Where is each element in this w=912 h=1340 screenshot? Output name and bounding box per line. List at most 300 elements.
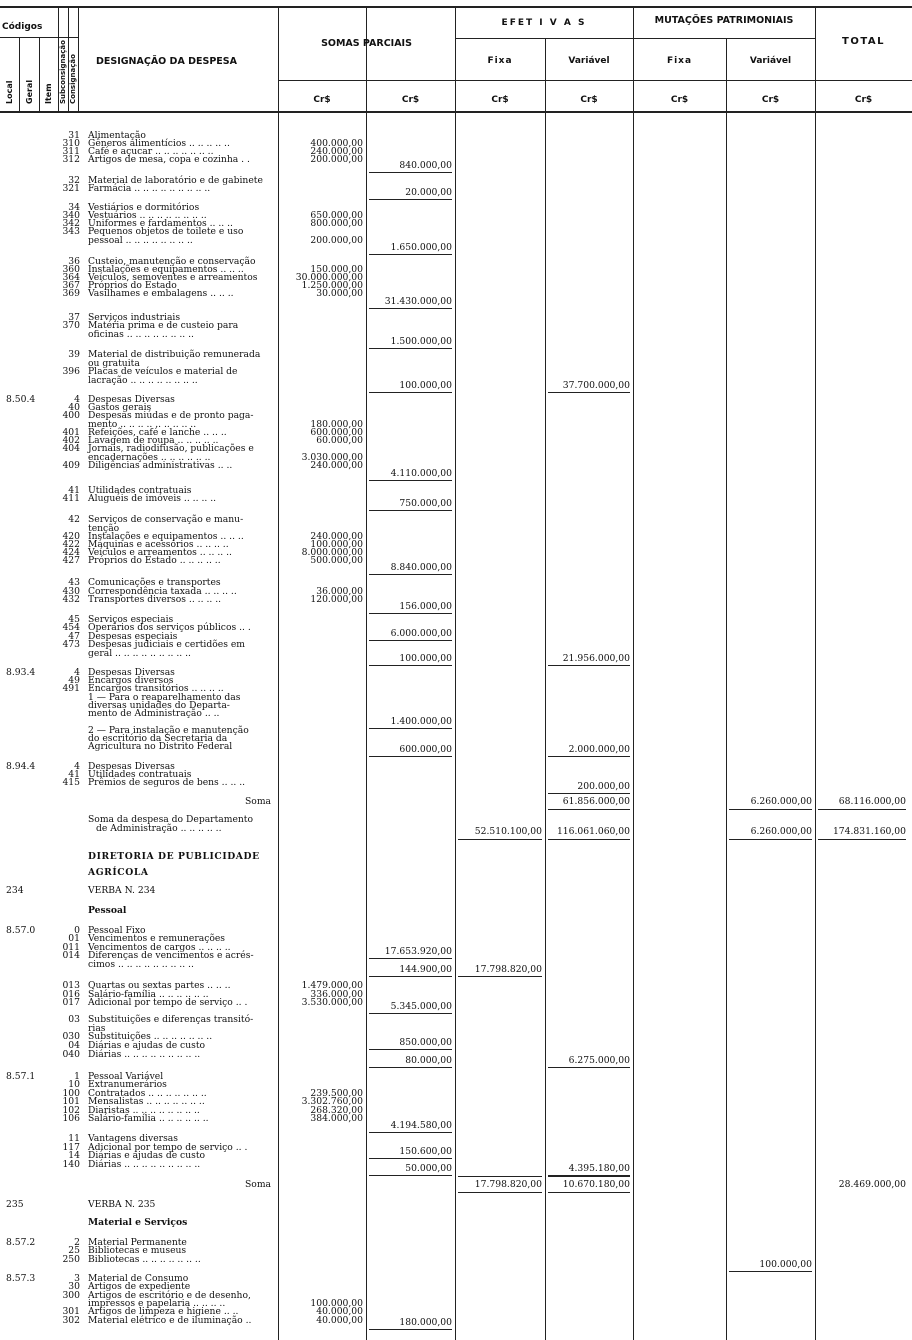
- row-description: impressos e papelaria .. .. .. ..: [88, 1298, 226, 1309]
- row-value-c3: 17.798.820,00: [474, 964, 542, 975]
- row-description: Material de Consumo: [88, 1273, 189, 1284]
- row-description: Diaristas .. .. .. .. .. .. .. ..: [88, 1105, 200, 1116]
- row-local-code: 8.57.1: [6, 1071, 36, 1082]
- row-description: Vestuários .. .. .. .. .. .. .. ..: [88, 210, 207, 221]
- designacao-heading: DESIGNAÇÃO DA DESPESA: [96, 56, 237, 67]
- value-underline: [369, 1049, 452, 1050]
- row-description: Operários dos serviços públicos .. .: [88, 622, 251, 633]
- verba-235-subtitle: Material e Serviços: [88, 1217, 188, 1228]
- row-description: 1 — Para o reaparelhamento das: [88, 692, 241, 703]
- value-underline: [548, 1175, 630, 1176]
- group-rule: [455, 38, 815, 39]
- row-code: 369: [62, 288, 80, 299]
- row-description: Extranumerários: [88, 1079, 167, 1090]
- row-description: Alimentação: [88, 130, 146, 141]
- row-value-c1: 40.000,00: [316, 1315, 363, 1326]
- row-code: 30: [68, 1281, 80, 1292]
- row-code: 0: [74, 925, 80, 936]
- currency-label: Cr$: [401, 95, 420, 105]
- value-underline: [369, 1175, 452, 1176]
- row-code: 310: [62, 138, 80, 149]
- row-code: 4: [74, 761, 80, 772]
- row-value-c1: 100.000,00: [310, 1298, 363, 1309]
- row-description: Vantagens diversas: [88, 1133, 178, 1144]
- soma-total: 68.116.000,00: [838, 796, 906, 807]
- row-code: 25: [68, 1245, 80, 1256]
- row-code: 312: [62, 154, 80, 165]
- value-underline: [369, 392, 452, 393]
- mutacoes-heading: MUTAÇÕES PATRIMONIAIS: [654, 15, 794, 26]
- row-code: 302: [62, 1315, 80, 1326]
- row-code: 422: [62, 539, 80, 550]
- row-code: 2: [74, 1237, 80, 1248]
- row-code: 411: [62, 493, 80, 504]
- verba-235-code: 235: [6, 1199, 24, 1210]
- row-description: Serviços de conservação e manu-: [88, 514, 244, 525]
- efetivas-heading: EFET I V A S: [501, 18, 587, 28]
- row-value-c2: 150.600,00: [399, 1146, 452, 1157]
- row-description: Material de distribuição remunerada: [88, 349, 261, 360]
- dept-total-efetivas-fixa: 52.510.100,00: [474, 826, 542, 837]
- value-underline: [369, 976, 452, 977]
- row-value-c1: 268.320,00: [310, 1105, 363, 1116]
- row-value-c2: 4.110.000,00: [390, 468, 452, 479]
- row-code: 49: [68, 675, 80, 686]
- soma-underline: [729, 809, 812, 810]
- row-description: mento .. .. .. .. .. .. .. .. ..: [88, 419, 197, 430]
- row-description: Artigos de limpeza e higiene .. ..: [88, 1306, 239, 1317]
- row-description: Diárias .. .. .. .. .. .. .. .. ..: [88, 1049, 201, 1060]
- column-divider: [278, 6, 279, 1340]
- row-value-c4: 200.000,00: [577, 781, 630, 792]
- soma-underline: [548, 809, 630, 810]
- mutacoes-fixa-heading: Fixa: [666, 56, 693, 66]
- row-description: Adicional por tempo de serviço .. .: [88, 1142, 248, 1153]
- row-description: lacração .. .. .. .. .. .. .. ..: [88, 375, 198, 386]
- row-description: Bibliotecas e museus: [88, 1245, 187, 1256]
- verba-234-code: 234: [6, 885, 24, 896]
- directorate-title-line2: AGRÍCOLA: [88, 867, 149, 878]
- value-underline: [369, 308, 452, 309]
- row-value-c1: 30.000.000,00: [295, 272, 363, 283]
- row-description: Vencimentos de cargos .. .. .. ..: [88, 942, 231, 953]
- header-bottom-rule: [0, 111, 912, 113]
- value-underline: [369, 510, 452, 511]
- dept-total-total: 174.831.160,00: [832, 826, 906, 837]
- row-value-c2: 750.000,00: [399, 498, 452, 509]
- row-code: 41: [68, 769, 80, 780]
- row-value-c1: 400.000,00: [310, 138, 363, 149]
- row-value-c1: 1.250.000,00: [301, 280, 363, 291]
- row-code: 04: [68, 1040, 80, 1051]
- row-code: 396: [62, 366, 80, 377]
- row-description: Matéria prima e de custeio para: [88, 320, 239, 331]
- currency-label: Cr$: [580, 95, 598, 105]
- row-description: encadernações .. .. .. .. .. ..: [88, 452, 211, 463]
- row-value-c2: 50.000,00: [405, 1163, 452, 1174]
- row-value-c6: 100.000,00: [759, 1259, 812, 1270]
- row-description: ou gratuita: [88, 358, 140, 369]
- value-underline: [548, 665, 630, 666]
- consignacao-heading: Consignação: [69, 54, 77, 104]
- row-code: 3: [74, 1273, 80, 1284]
- row-code: 030: [62, 1031, 80, 1042]
- row-description: rias: [88, 1023, 106, 1034]
- value-underline: [369, 958, 452, 959]
- soma-efetivas-variavel: 61.856.000,00: [562, 796, 630, 807]
- row-description: Próprios do Estado: [88, 280, 177, 291]
- row-code: 400: [62, 410, 80, 421]
- row-description: Máquinas e acessórios .. .. .. ..: [88, 539, 229, 550]
- value-underline: [369, 1013, 452, 1014]
- row-description: Salário-família .. .. .. .. .. ..: [88, 1113, 209, 1124]
- row-code: 11: [68, 1133, 80, 1144]
- row-description: oficinas .. .. .. .. .. .. .. ..: [88, 329, 194, 340]
- row-description: tenção: [88, 523, 120, 534]
- row-code: 321: [62, 183, 80, 194]
- row-value-c2: 4.194.580,00: [390, 1120, 452, 1131]
- row-description: Encargos transitórios .. .. .. ..: [88, 683, 224, 694]
- row-code: 402: [62, 435, 80, 446]
- row-code: 36: [68, 256, 80, 267]
- row-code: 41: [68, 485, 80, 496]
- currency-label: Cr$: [670, 95, 689, 105]
- currency-label: Cr$: [761, 95, 780, 105]
- efetivas-variavel-heading: Variável: [568, 56, 610, 66]
- row-value-c4: 2.000.000,00: [568, 744, 630, 755]
- row-code: 140: [62, 1159, 80, 1170]
- row-code: 011: [62, 942, 80, 953]
- row-description: Vestiários e dormitórios: [88, 202, 200, 213]
- row-description: Artigos de expediente: [88, 1281, 191, 1292]
- row-description: Veículos e arreamentos .. .. .. ..: [88, 547, 232, 558]
- row-description: geral .. .. .. .. .. .. .. .. ..: [88, 648, 191, 659]
- value-underline: [369, 199, 452, 200]
- row-code: 106: [62, 1113, 80, 1124]
- row-local-code: 8.94.4: [6, 761, 36, 772]
- row-value-c2: 1.400.000,00: [390, 716, 452, 727]
- row-code: 311: [62, 146, 80, 157]
- value-underline: [729, 1271, 812, 1272]
- row-description: Uniformes e fardamentos .. .. ..: [88, 218, 233, 229]
- row-description: Custeio, manutenção e conservação: [88, 256, 256, 267]
- row-code: 364: [62, 272, 80, 283]
- row-value-c1: 40.000,00: [316, 1306, 363, 1317]
- currency-label: Cr$: [491, 95, 509, 105]
- mutacoes-variavel-heading: Variável: [749, 56, 792, 66]
- row-value-c1: 239.500,00: [310, 1088, 363, 1099]
- row-description: Quartas ou sextas partes .. .. ..: [88, 980, 231, 991]
- row-value-c1: 100.000,00: [310, 539, 363, 550]
- row-description: Utilidades contratuais: [88, 485, 192, 496]
- row-code: 454: [62, 622, 80, 633]
- row-value-c2: 100.000,00: [399, 653, 452, 664]
- row-description: Instalações e equipamentos .. .. ..: [88, 531, 244, 542]
- row-description: Mensalistas .. .. .. .. .. .. ..: [88, 1096, 205, 1107]
- row-description: Diferenças de vencimentos e acrés-: [88, 950, 254, 961]
- code-divider: [19, 38, 20, 112]
- row-value-c1: 36.000,00: [316, 586, 363, 597]
- value-underline: [369, 665, 452, 666]
- row-description: Adicional por tempo de serviço .. .: [88, 997, 248, 1008]
- row-code: 4: [74, 667, 80, 678]
- row-description: Encargos diversos: [88, 675, 174, 686]
- row-code: 342: [62, 218, 80, 229]
- row-description: Despesas especiais: [88, 631, 178, 642]
- row-value-c2: 6.000.000,00: [390, 628, 452, 639]
- row-description: Contratados .. .. .. .. .. .. ..: [88, 1088, 207, 1099]
- row-code: 37: [68, 312, 80, 323]
- row-description: Material elétrico e de iluminação ..: [88, 1315, 252, 1326]
- verba-235-label: VERBA N. 235: [88, 1199, 156, 1210]
- row-description: Diárias e ajudas de custo: [88, 1150, 206, 1161]
- value-underline: [369, 1067, 452, 1068]
- row-description: Pequenos objetos de toilete e uso: [88, 226, 244, 237]
- row-description: Lavagem de roupa .. .. .. .. ..: [88, 435, 219, 446]
- row-value-c2: 1.500.000,00: [390, 336, 452, 347]
- row-description: cimos .. .. .. .. .. .. .. .. ..: [88, 959, 194, 970]
- local-heading: Local: [5, 80, 14, 104]
- row-description: Diligências administrativas .. ..: [88, 460, 233, 471]
- row-description: Vencimentos e remunerações: [88, 933, 226, 944]
- row-value-c2: 31.430.000,00: [384, 296, 452, 307]
- value-underline: [369, 254, 452, 255]
- row-value-c2: 100.000,00: [399, 380, 452, 391]
- column-divider: [455, 6, 456, 1340]
- row-code: 34: [68, 202, 80, 213]
- row-description: Veículos, semoventes e arreamentos: [88, 272, 258, 283]
- row-description: Transportes diversos .. .. .. ..: [88, 594, 222, 605]
- value-underline: [369, 480, 452, 481]
- soma-2-overline: [458, 1176, 542, 1177]
- dept-total-line1: Soma da despesa do Departamento: [88, 814, 254, 825]
- soma-2-underline: [548, 1192, 630, 1193]
- row-value-c1: 60.000,00: [316, 435, 363, 446]
- row-value-c2: 180.000,00: [399, 1317, 452, 1328]
- row-value-c1: 240.000,00: [310, 146, 363, 157]
- row-description: Próprios do Estado .. .. .. .. ..: [88, 555, 221, 566]
- row-description: pessoal .. .. .. .. .. .. .. ..: [88, 235, 193, 246]
- row-value-c1: 336.000,00: [310, 989, 363, 1000]
- row-code: 360: [62, 264, 80, 275]
- row-description: Despesas miúdas e de pronto paga-: [88, 410, 254, 421]
- row-code: 040: [62, 1049, 80, 1060]
- row-description: 2 — Para instalação e manutenção: [88, 725, 249, 736]
- soma-2-overline: [548, 1176, 630, 1177]
- row-value-c2: 17.653.920,00: [384, 946, 452, 957]
- row-code: 013: [62, 980, 80, 991]
- row-code: 10: [68, 1079, 80, 1090]
- row-code: 117: [62, 1142, 80, 1153]
- row-description: Placas de veículos e material de: [88, 366, 238, 377]
- row-value-c2: 8.840.000,00: [390, 562, 452, 573]
- row-local-code: 8.57.3: [6, 1273, 36, 1284]
- soma-2-efetivas-variavel: 10.670.180,00: [562, 1179, 630, 1190]
- row-description: Pessoal Fixo: [88, 925, 146, 936]
- row-description: Despesas judiciais e certidões em: [88, 639, 245, 650]
- codigos-heading: Códigos: [2, 22, 43, 32]
- value-underline: [369, 574, 452, 575]
- dept-total-underline: [458, 839, 542, 840]
- row-value-c2: 1.650.000,00: [390, 242, 452, 253]
- row-description: diversas unidades do Departa-: [88, 700, 230, 711]
- row-code: 430: [62, 586, 80, 597]
- row-value-c4: 4.395.180,00: [568, 1163, 630, 1174]
- row-value-c2: 850.000,00: [399, 1037, 452, 1048]
- row-value-c1: 650.000,00: [310, 210, 363, 221]
- row-description: Salário-família .. .. .. .. .. ..: [88, 989, 209, 1000]
- row-description: Aluguéis de imóveis .. .. .. ..: [88, 493, 217, 504]
- row-code: 1: [74, 1071, 80, 1082]
- row-value-c1: 120.000,00: [310, 594, 363, 605]
- row-code: 03: [68, 1014, 80, 1025]
- row-value-c1: 3.030.000,00: [301, 452, 363, 463]
- row-value-c1: 500.000,00: [310, 555, 363, 566]
- row-code: 409: [62, 460, 80, 471]
- value-underline: [369, 348, 452, 349]
- column-divider: [366, 6, 367, 1340]
- row-code: 31: [68, 130, 80, 141]
- value-underline: [548, 793, 630, 794]
- efetivas-fixa-heading: Fixa: [487, 56, 513, 66]
- value-underline: [369, 640, 452, 641]
- code-divider: [39, 38, 40, 112]
- soma-2-label: Soma: [245, 1179, 272, 1190]
- row-code: 250: [62, 1254, 80, 1265]
- soma-2-underline: [458, 1192, 542, 1193]
- somas-parciais-heading: SOMAS PARCIAIS: [321, 38, 412, 49]
- value-underline: [548, 1067, 630, 1068]
- row-code: 100: [62, 1088, 80, 1099]
- row-description: Pessoal Variável: [88, 1071, 164, 1082]
- row-code: 401: [62, 427, 80, 438]
- verba-234-label: VERBA N. 234: [88, 885, 156, 896]
- column-divider: [815, 6, 816, 1340]
- soma-2-total: 28.469.000,00: [838, 1179, 906, 1190]
- dept-total-underline: [548, 839, 630, 840]
- code-divider: [78, 8, 79, 112]
- row-value-c2: 156.000,00: [399, 601, 452, 612]
- value-underline: [369, 172, 452, 173]
- dept-total-underline: [818, 839, 906, 840]
- row-code: 101: [62, 1096, 80, 1107]
- row-description: do escritório da Secretaria da: [88, 733, 228, 744]
- value-underline: [369, 756, 452, 757]
- row-code: 370: [62, 320, 80, 331]
- row-description: Despesas Diversas: [88, 394, 175, 405]
- row-description: Prêmios de seguros de bens .. .. ..: [88, 777, 246, 788]
- value-underline: [548, 392, 630, 393]
- header-top-rule: [0, 6, 912, 8]
- row-value-c1: 200.000,00: [310, 154, 363, 165]
- row-description: Despesas Diversas: [88, 761, 175, 772]
- row-value-c1: 200.000,00: [310, 235, 363, 246]
- item-heading: Item: [44, 83, 53, 104]
- row-description: Artigos de escritório e de desenho,: [88, 1290, 251, 1301]
- dept-total-efetivas-variavel: 116.061.060,00: [556, 826, 630, 837]
- soma-2-efetivas-fixa: 17.798.820,00: [474, 1179, 542, 1190]
- row-code: 017: [62, 997, 80, 1008]
- row-code: 404: [62, 443, 80, 454]
- directorate-title-line1: DIRETORIA DE PUBLICIDADE: [88, 851, 260, 862]
- subconsignacao-heading: Subconsignação: [59, 40, 67, 104]
- row-code: 343: [62, 226, 80, 237]
- total-rule: [815, 80, 912, 81]
- row-value-c2: 5.345.000,00: [390, 1001, 452, 1012]
- row-description: Diárias e ajudas de custo: [88, 1040, 206, 1051]
- dept-total-underline: [729, 839, 812, 840]
- row-description: Serviços industriais: [88, 312, 181, 323]
- row-value-c1: 150.000,00: [310, 264, 363, 275]
- row-description: Despesas Diversas: [88, 667, 175, 678]
- soma-mutacoes-variavel: 6.260.000,00: [750, 796, 812, 807]
- column-divider: [726, 38, 727, 1340]
- row-value-c2: 20.000,00: [405, 187, 452, 198]
- row-code: 01: [68, 933, 80, 944]
- row-value-c1: 384.000,00: [310, 1113, 363, 1124]
- row-value-c4: 37.700.000,00: [562, 380, 630, 391]
- soma-underline: [818, 809, 906, 810]
- geral-heading: Geral: [25, 79, 34, 104]
- row-description: Comunicações e transportes: [88, 577, 221, 588]
- value-underline: [369, 728, 452, 729]
- currency-label: Cr$: [854, 95, 873, 105]
- total-heading: TOTAL: [842, 36, 885, 47]
- value-underline: [369, 613, 452, 614]
- row-value-c1: 600.000,00: [310, 427, 363, 438]
- row-value-c4: 6.275.000,00: [568, 1055, 630, 1066]
- row-description: Instalações e equipamentos .. .. ..: [88, 264, 244, 275]
- row-description: mento de Administração .. ..: [88, 708, 220, 719]
- row-description: Farmácia .. .. .. .. .. .. .. .. ..: [88, 183, 211, 194]
- row-value-c2: 840.000,00: [399, 160, 452, 171]
- row-local-code: 8.57.0: [6, 925, 36, 936]
- row-value-c1: 3.302.760,00: [301, 1096, 363, 1107]
- row-value-c1: 240.000,00: [310, 460, 363, 471]
- value-underline: [548, 756, 630, 757]
- row-description: Serviços especiais: [88, 614, 174, 625]
- row-code: 014: [62, 950, 80, 961]
- row-code: 340: [62, 210, 80, 221]
- row-value-c1: 1.479.000,00: [301, 980, 363, 991]
- row-code: 427: [62, 555, 80, 566]
- row-description: Utilidades contratuais: [88, 769, 192, 780]
- row-code: 40: [68, 402, 80, 413]
- row-code: 432: [62, 594, 80, 605]
- row-description: Substituições .. .. .. .. .. .. ..: [88, 1031, 213, 1042]
- row-value-c2: 144.900,00: [399, 964, 452, 975]
- row-description: Gêneros alimentícios .. .. .. .. ..: [88, 138, 230, 149]
- row-code: 4: [74, 394, 80, 405]
- row-code: 43: [68, 577, 80, 588]
- subhead-rule: [455, 80, 815, 81]
- row-description: Material Permanente: [88, 1237, 187, 1248]
- row-code: 14: [68, 1150, 80, 1161]
- row-value-c2: 80.000,00: [405, 1055, 452, 1066]
- row-code: 300: [62, 1290, 80, 1301]
- value-underline: [369, 1329, 452, 1330]
- column-divider: [545, 38, 546, 1340]
- row-local-code: 8.57.2: [6, 1237, 36, 1248]
- dept-total-mutacoes-variavel: 6.260.000,00: [750, 826, 812, 837]
- value-underline: [458, 976, 542, 977]
- row-local-code: 8.93.4: [6, 667, 36, 678]
- currency-label: Cr$: [313, 95, 331, 105]
- row-description: Artigos de mesa, copa e cozinha . .: [88, 154, 250, 165]
- row-description: Gastos gerais: [88, 402, 152, 413]
- row-code: 45: [68, 614, 80, 625]
- row-code: 32: [68, 175, 80, 186]
